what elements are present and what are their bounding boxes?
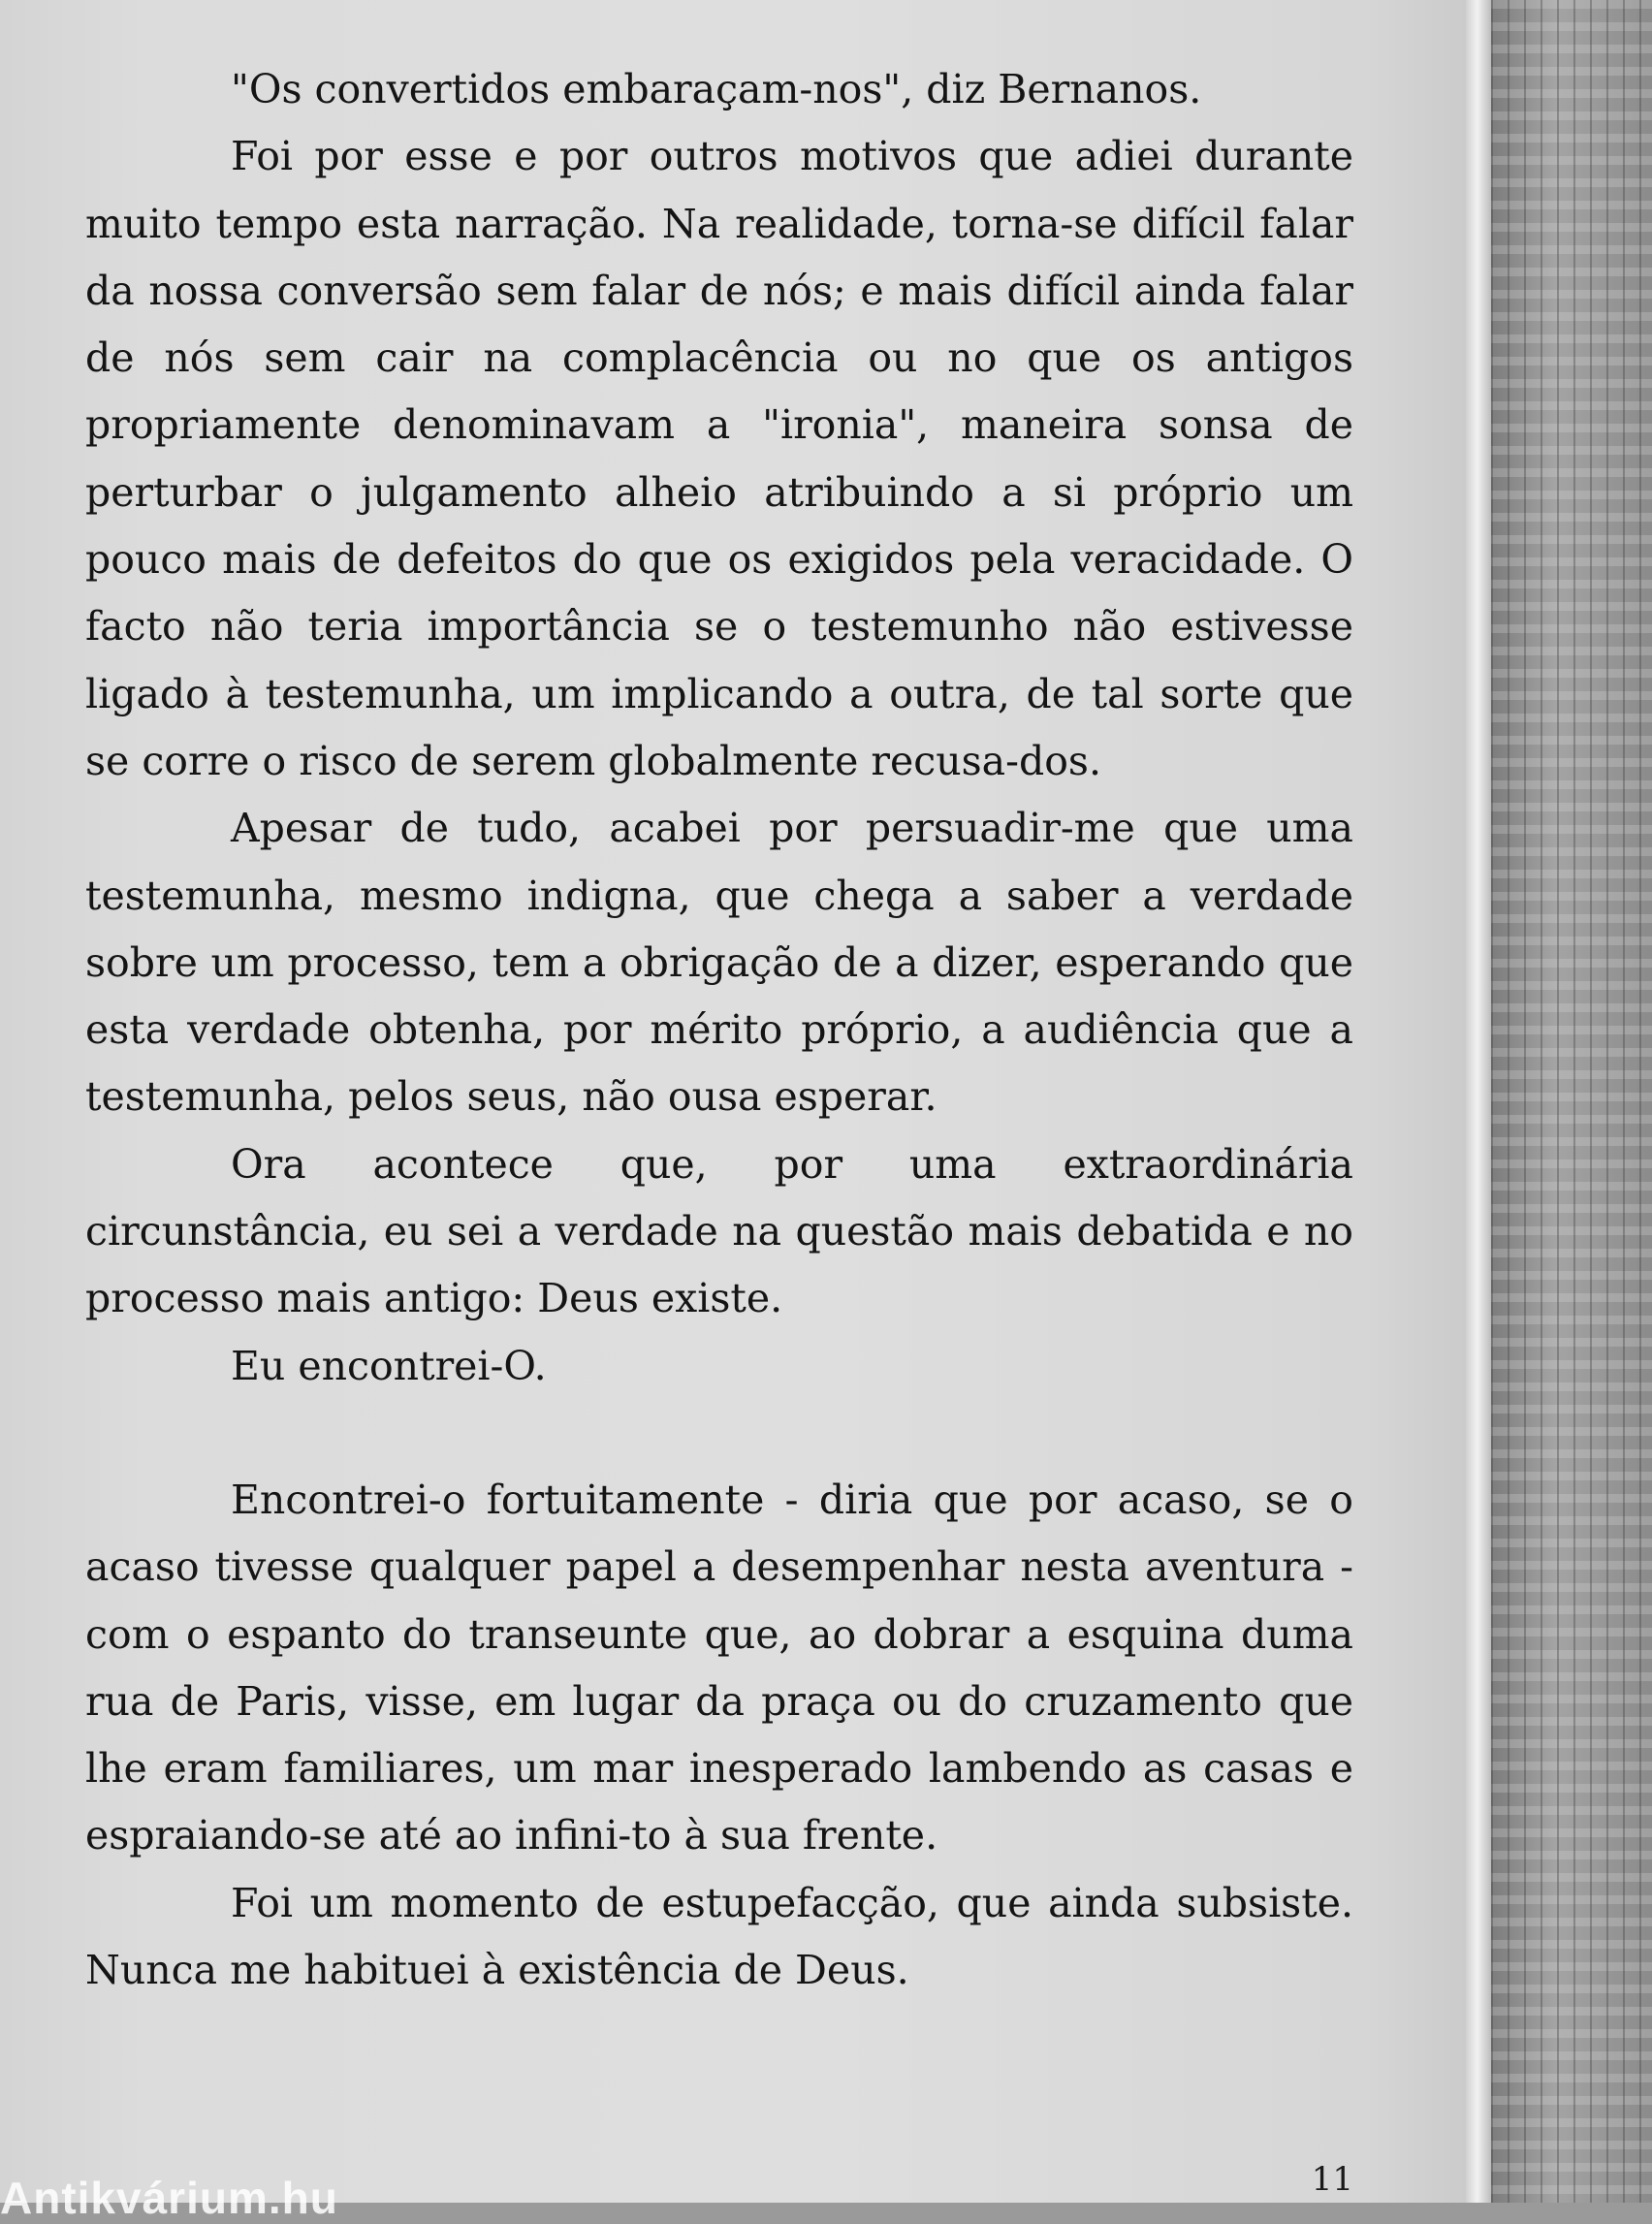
watermark: Antikvárium.hu xyxy=(0,2173,338,2223)
background-surface xyxy=(1491,0,1652,2203)
paragraph: Ora acontece que, por uma extraordinária circunstância, eu sei a verdade na questão mais debatida e no processo mais antigo: Deus existe. xyxy=(85,1140,1353,1322)
page-edge xyxy=(1466,0,1491,2203)
section-break xyxy=(85,1400,1353,1467)
paragraph: Encontrei-o fortuitamente - diria que por acaso, se o acaso tivesse qualquer papel a desempenhar nesta aventura - com o espanto do transeunte que, ao dobrar a esquina duma rua de Paris, visse, em lugar da praça ou do cruzamento que lhe eram familiares, um mar inesperado lambendo as casas e espraiando-se até ao infini-to à sua frente. xyxy=(85,1476,1353,1859)
paragraph: Eu encontrei-O. xyxy=(231,1342,547,1389)
paragraph: "Os convertidos embaraçam-nos", diz Bernanos. xyxy=(231,66,1202,112)
body-text xyxy=(85,56,1353,2004)
paragraph: Apesar de tudo, acabei por persuadir-me que uma testemunha, mesmo indigna, que chega a saber a verdade sobre um processo, tem a obrigação de a dizer, esperando que esta verdade obtenha, por mérito próprio, a audiência que a testemunha, pelos seus, não ousa esperar. xyxy=(85,805,1353,1121)
page-number: 11 xyxy=(1311,2160,1353,2199)
paragraph: Foi por esse e por outros motivos que adiei durante muito tempo esta narração. Na realidade, torna-se difícil falar da nossa conversão sem falar de nós; e mais difícil ainda falar de nós sem cair na complacência ou no que os antigos propriamente denominavam a "ironia", maneira sonsa de perturbar o julgamento alheio atribuindo a si próprio um pouco mais de defeitos do que os exigidos pela veracidade. O facto não teria importância se o testemunho não estivesse ligado à testemunha, um implicando a outra, de tal sorte que se corre o risco de serem globalmente recusa-dos. xyxy=(85,133,1353,784)
paragraph: Foi um momento de estupefacção, que ainda subsiste. Nunca me habituei à existência de Deus. xyxy=(85,1879,1353,1994)
